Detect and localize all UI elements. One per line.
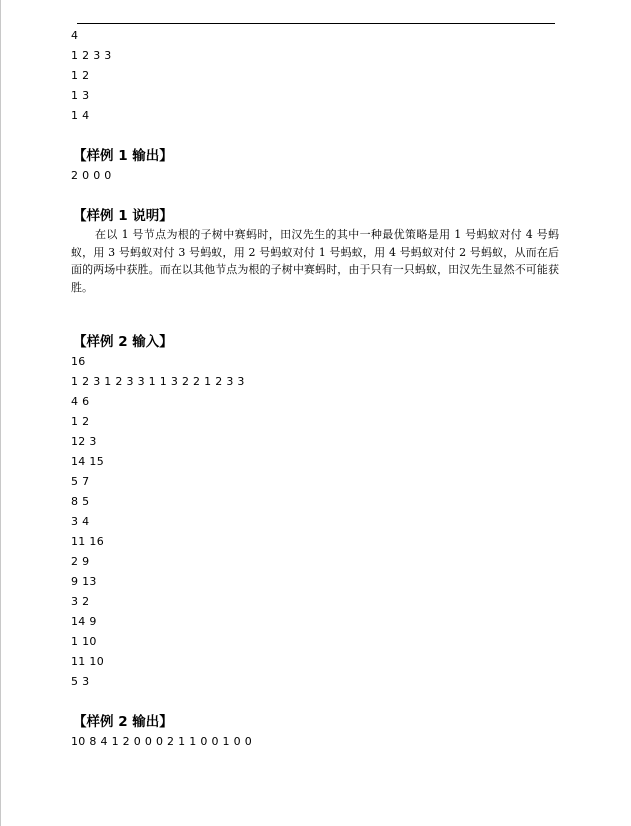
sample2-input-line: 8 5 [71, 495, 90, 508]
document-body [71, 26, 561, 752]
sample2-input-heading: 【样例 2 输入】 [73, 334, 173, 350]
sample2-input-section [71, 332, 561, 692]
sample1-output-section [71, 146, 561, 186]
sample1-output-line: 2 0 0 0 [71, 169, 112, 182]
sample2-input-line: 2 9 [71, 555, 90, 568]
sample1-input-tail [71, 26, 561, 126]
sample1-input-line: 1 4 [71, 109, 90, 122]
sample2-input-line: 1 2 3 1 2 3 3 1 1 3 2 2 1 2 3 3 [71, 375, 245, 388]
sample1-explanation-section [71, 206, 561, 296]
sample2-input-line: 12 3 [71, 435, 97, 448]
sample1-explanation-heading: 【样例 1 说明】 [73, 208, 173, 224]
sample2-input-line: 4 6 [71, 395, 90, 408]
sample2-input-line: 3 4 [71, 515, 90, 528]
sample2-input-line: 5 3 [71, 675, 90, 688]
sample1-output-heading: 【样例 1 输出】 [73, 148, 173, 164]
sample2-input-line: 3 2 [71, 595, 90, 608]
sample1-input-line: 1 3 [71, 89, 90, 102]
page-top-rule [77, 23, 555, 24]
page-left-border [0, 0, 1, 826]
sample2-input-line: 9 13 [71, 575, 97, 588]
sample2-output-section [71, 712, 561, 752]
sample2-input-line: 5 7 [71, 475, 90, 488]
sample1-explanation-text: 在以 1 号节点为根的子树中赛蚂时，田汉先生的其中一种最优策略是用 1 号蚂蚁对付 4 号蚂蚁，用 3 号蚂蚁对付 3 号蚂蚁，用 2 号蚂蚁对付 1 号蚂蚁，用 4 号蚂蚁对付 2 号蚂蚁，从而在后面的两场中获胜。而在以其他节点为根的子树中赛蚂时，由于只有一只蚂蚁，田汉先生显然不可能获胜。 [71, 228, 559, 294]
sample2-input-line: 16 [71, 355, 86, 368]
sample1-input-line: 1 2 3 3 [71, 49, 112, 62]
sample2-input-line: 14 15 [71, 455, 104, 468]
sample2-input-line: 11 16 [71, 535, 104, 548]
sample2-input-line: 1 10 [71, 635, 97, 648]
sample2-output-heading: 【样例 2 输出】 [73, 714, 173, 730]
sample2-input-line: 14 9 [71, 615, 97, 628]
sample1-input-line: 4 [71, 29, 79, 42]
sample2-output-line: 10 8 4 1 2 0 0 0 2 1 1 0 0 1 0 0 [71, 735, 253, 748]
sample2-input-line: 11 10 [71, 655, 104, 668]
sample2-input-line: 1 2 [71, 415, 90, 428]
sample1-input-line: 1 2 [71, 69, 90, 82]
